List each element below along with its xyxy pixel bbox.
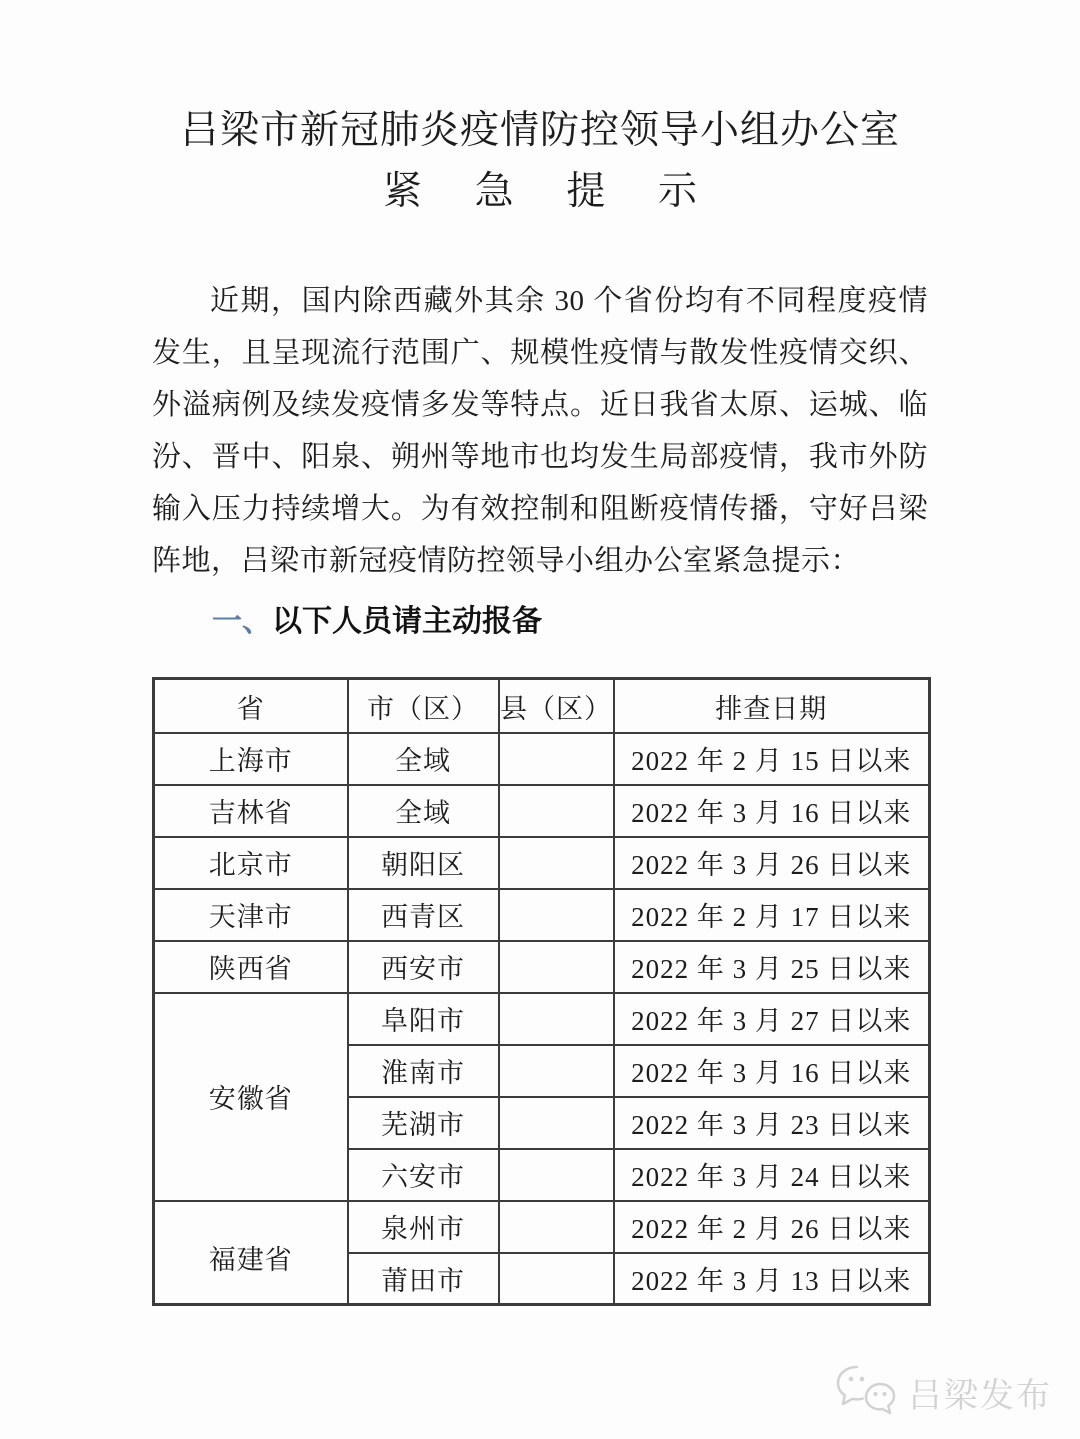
county-cell [499, 941, 614, 993]
city-cell: 淮南市 [348, 1045, 499, 1097]
table-row [154, 837, 930, 889]
watermark-label: 吕梁发布 [908, 1377, 1052, 1415]
date-cell: 2022 年 3 月 16 日以来 [614, 785, 930, 837]
date-cell: 2022 年 3 月 27 日以来 [614, 993, 930, 1045]
province-cell-merged: 安徽省 [154, 993, 348, 1201]
header-cell-province: 省 [154, 679, 348, 733]
table-row [154, 733, 930, 785]
city-cell: 西安市 [348, 941, 499, 993]
header-cell-county: 县（区） [499, 679, 614, 733]
section-1-title: 以下人员请主动报备 [272, 605, 542, 639]
date-cell: 2022 年 3 月 26 日以来 [614, 837, 930, 889]
date-cell: 2022 年 3 月 13 日以来 [614, 1253, 930, 1305]
city-cell: 六安市 [348, 1149, 499, 1201]
county-cell [499, 837, 614, 889]
county-cell [499, 1045, 614, 1097]
province-cell: 天津市 [154, 889, 348, 941]
county-cell [499, 1097, 614, 1149]
city-cell: 西青区 [348, 889, 499, 941]
county-cell [499, 993, 614, 1045]
province-cell: 北京市 [154, 837, 348, 889]
county-cell [499, 785, 614, 837]
city-cell: 芜湖市 [348, 1097, 499, 1149]
city-cell: 莆田市 [348, 1253, 499, 1305]
table-header-row [154, 679, 930, 733]
city-cell: 全域 [348, 785, 499, 837]
section-1-number: 一、 [212, 605, 272, 639]
document-subtitle-urgent-notice: 紧 急 提 示 [383, 169, 719, 213]
header-cell-date: 排查日期 [614, 679, 930, 733]
date-cell: 2022 年 2 月 17 日以来 [614, 889, 930, 941]
header-cell-city: 市（区） [348, 679, 499, 733]
publisher-watermark [834, 1364, 1052, 1421]
table-row [154, 1201, 930, 1253]
city-cell: 朝阳区 [348, 837, 499, 889]
screening-table [152, 677, 931, 1306]
province-cell: 陕西省 [154, 941, 348, 993]
date-cell: 2022 年 3 月 24 日以来 [614, 1149, 930, 1201]
county-cell [499, 889, 614, 941]
date-cell: 2022 年 3 月 23 日以来 [614, 1097, 930, 1149]
section-1-heading [152, 599, 928, 645]
province-cell-merged: 福建省 [154, 1201, 348, 1305]
province-cell: 上海市 [154, 733, 348, 785]
table-row [154, 785, 930, 837]
date-cell: 2022 年 2 月 26 日以来 [614, 1201, 930, 1253]
city-cell: 阜阳市 [348, 993, 499, 1045]
province-cell: 吉林省 [154, 785, 348, 837]
county-cell [499, 1149, 614, 1201]
county-cell [499, 1253, 614, 1305]
city-cell: 全域 [348, 733, 499, 785]
wechat-chat-bubbles-icon [834, 1364, 898, 1421]
date-cell: 2022 年 3 月 25 日以来 [614, 941, 930, 993]
document-title: 吕梁市新冠肺炎疫情防控领导小组办公室 [179, 109, 900, 152]
city-cell: 泉州市 [348, 1201, 499, 1253]
table-row [154, 993, 930, 1045]
table-row [154, 941, 930, 993]
county-cell [499, 1201, 614, 1253]
county-cell [499, 733, 614, 785]
table-row [154, 889, 930, 941]
date-cell: 2022 年 3 月 16 日以来 [614, 1045, 930, 1097]
date-cell: 2022 年 2 月 15 日以来 [614, 733, 930, 785]
intro-paragraph: 近期，国内除西藏外其余 30 个省份均有不同程度疫情发生，且呈现流行范围广、规模性疫情与散发性疫情交织、外溢病例及续发疫情多发等特点。近日我省太原、运城、临汾、晋中、阳泉、朔州等地市也均发生局部疫情，我市外防输入压力持续增大。为有效控制和阻断疫情传播，守好吕梁阵地，吕梁市新冠疫情防控领导小组办公室紧急提示： [152, 285, 928, 578]
